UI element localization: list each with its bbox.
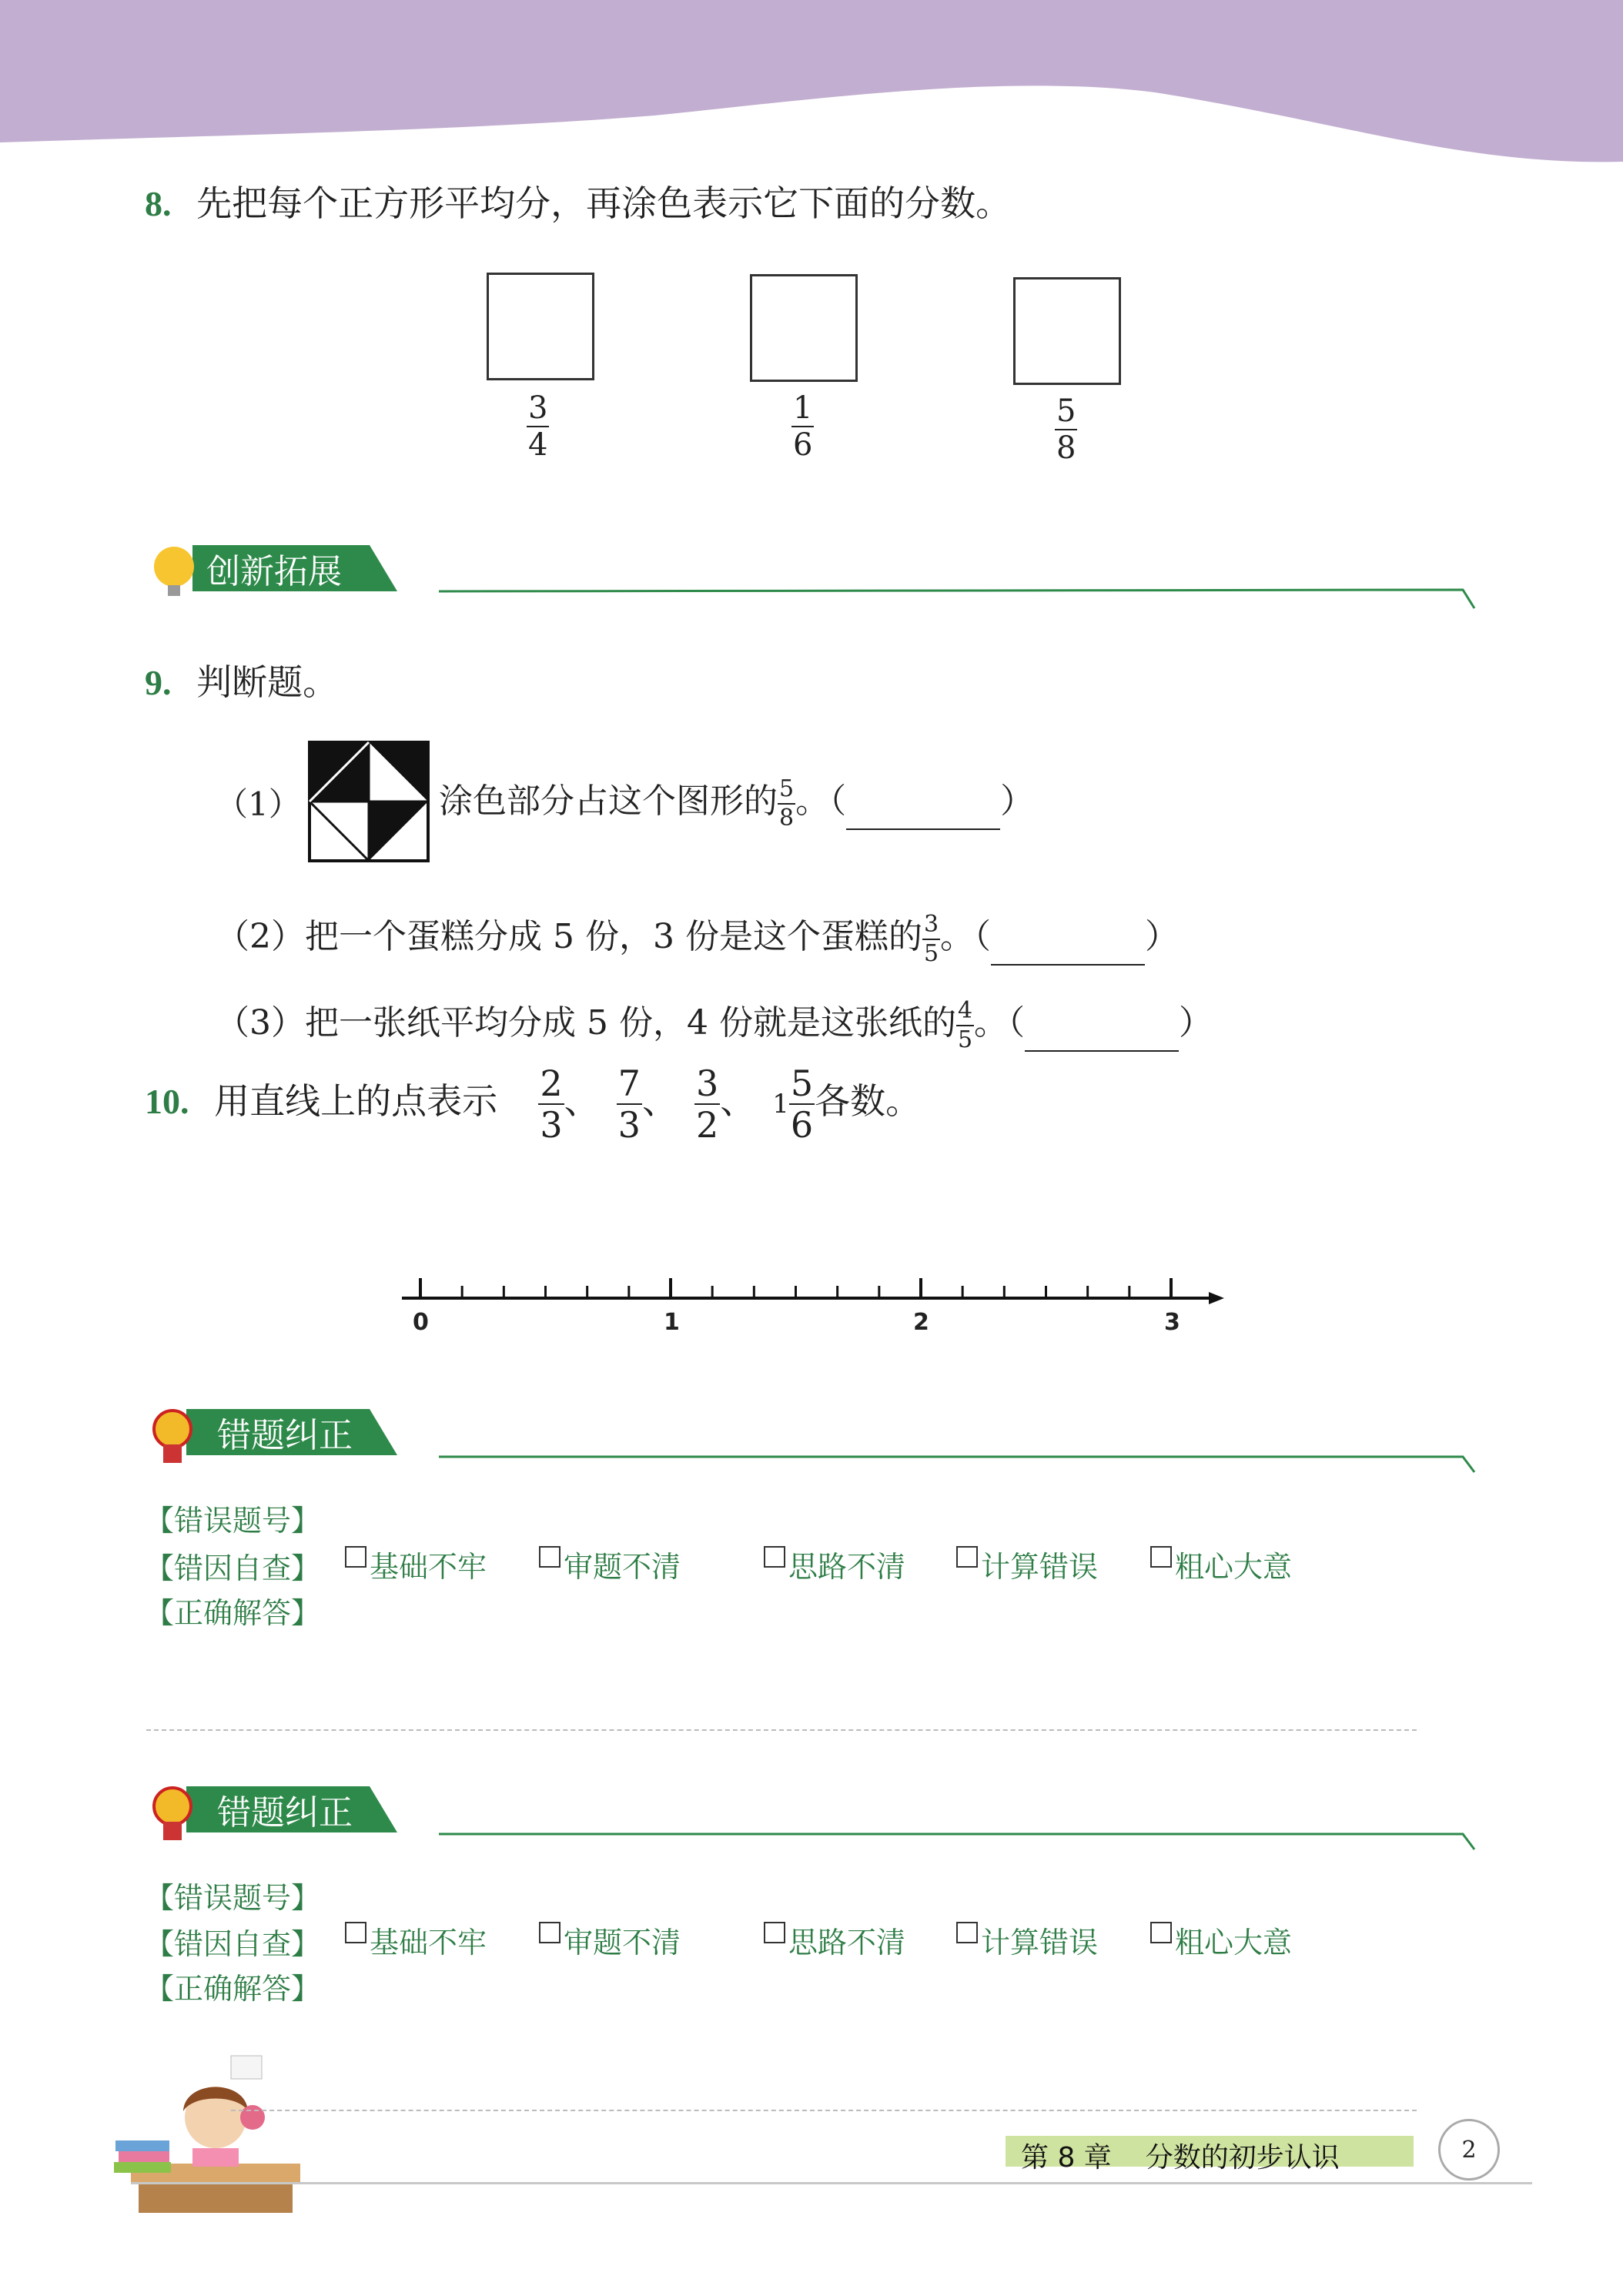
option-basic[interactable]: 基础不牢: [345, 1543, 487, 1585]
question-text: 先把每个正方形平均分，再涂色表示它下面的分数。: [196, 182, 1012, 224]
option-calc-error[interactable]: 计算错误: [956, 1919, 1098, 1961]
checkbox[interactable]: [345, 1922, 366, 1943]
option-unclear-thinking[interactable]: 思路不清: [764, 1543, 905, 1585]
section-title-extend: 创新拓展: [206, 552, 342, 591]
chapter-title: 分数的初步认识: [1145, 2142, 1340, 2174]
judge-item-2: （2）把一个蛋糕分成 5 份，3 份是这个蛋糕的 $\frac{3}{5}$ 。（ ）: [216, 910, 1180, 967]
girl-reading-illustration: [108, 2048, 323, 2217]
question-number: 9.: [145, 663, 172, 702]
option-calc-error[interactable]: 计算错误: [956, 1543, 1098, 1585]
question-number: 8.: [145, 184, 172, 223]
number-line[interactable]: [393, 1263, 1240, 1324]
tick-label-2: 2: [913, 1309, 929, 1336]
label-correct-answer: 【正确解答】: [145, 1972, 321, 2006]
fraction-one-sixth: $\frac{1}{6}$: [793, 390, 813, 463]
option-careless[interactable]: 粗心大意: [1150, 1919, 1292, 1961]
tick-label-0: 0: [413, 1309, 429, 1336]
answer-blank-3[interactable]: [1025, 1019, 1179, 1052]
blank-square-2[interactable]: [750, 274, 858, 382]
answer-blank-2[interactable]: [991, 933, 1145, 966]
footer-rule: [131, 2182, 1532, 2184]
footer-dashed-line: [231, 2110, 1417, 2111]
option-basic[interactable]: 基础不牢: [345, 1919, 487, 1961]
question-text: 判断题。: [196, 661, 339, 703]
judge-item-3: （3）把一张纸平均分成 5 份，4 份就是这张纸的 $\frac{4}{5}$ 。（ ）: [216, 996, 1213, 1053]
checkbox[interactable]: [345, 1546, 366, 1568]
question-8: [145, 176, 1011, 226]
fraction-three-quarters: $\frac{3}{4}$: [528, 390, 548, 463]
option-careless[interactable]: 粗心大意: [1150, 1543, 1292, 1585]
checkbox[interactable]: [764, 1546, 785, 1568]
option-misread[interactable]: 审题不清: [539, 1543, 681, 1585]
header-wave: [0, 0, 1623, 177]
answer-blank-1[interactable]: [846, 798, 1000, 830]
checkbox[interactable]: [764, 1922, 785, 1943]
page-number: 2: [1438, 2119, 1500, 2181]
fraction-five-eighths: $\frac{5}{8}$: [1056, 393, 1076, 466]
label-wrong-number: 【错误题号】: [145, 1881, 321, 1915]
checkbox[interactable]: [1150, 1546, 1172, 1568]
option-misread[interactable]: 审题不清: [539, 1919, 681, 1961]
checkbox[interactable]: [539, 1546, 561, 1568]
label-correct-answer: 【正确解答】: [145, 1596, 321, 1630]
checkbox[interactable]: [956, 1546, 978, 1568]
question-text: 用直线上的点表示: [214, 1080, 498, 1122]
chapter-label: [1021, 2136, 1340, 2175]
checkbox[interactable]: [1150, 1922, 1172, 1943]
shaded-square-figure: [308, 741, 430, 862]
checkbox[interactable]: [956, 1922, 978, 1943]
blank-square-1[interactable]: [487, 273, 594, 380]
tick-label-1: 1: [664, 1309, 680, 1336]
label-cause-check: 【错因自查】: [145, 1551, 321, 1585]
checkbox[interactable]: [539, 1922, 561, 1943]
tick-label-3: 3: [1164, 1309, 1180, 1336]
section-header-extend: [146, 539, 1486, 616]
label-cause-check: 【错因自查】: [145, 1927, 321, 1961]
dashed-divider: [146, 1729, 1417, 1731]
option-unclear-thinking[interactable]: 思路不清: [764, 1919, 905, 1961]
question-10: 10. 用直线上的点表示 $\frac{2}{3}$ 、 $\frac{7}{3}$ 、 $\frac{3}{2}$ 、 1 $\frac{5}{6}$ 各数。: [145, 1063, 922, 1146]
section-title-correction-1: 错题纠正: [217, 1416, 353, 1455]
item-label: （1）: [216, 785, 301, 823]
question-9: [145, 654, 338, 705]
chapter-number: 第 8 章: [1021, 2142, 1112, 2174]
blank-square-3[interactable]: [1013, 277, 1121, 385]
question-number: 10.: [145, 1082, 189, 1121]
section-title-correction-2: 错题纠正: [217, 1793, 353, 1832]
judge-item-1: 涂色部分占这个图形的 $\frac{5}{8}$ 。（ ）: [439, 775, 1035, 832]
label-wrong-number: 【错误题号】: [145, 1504, 321, 1538]
